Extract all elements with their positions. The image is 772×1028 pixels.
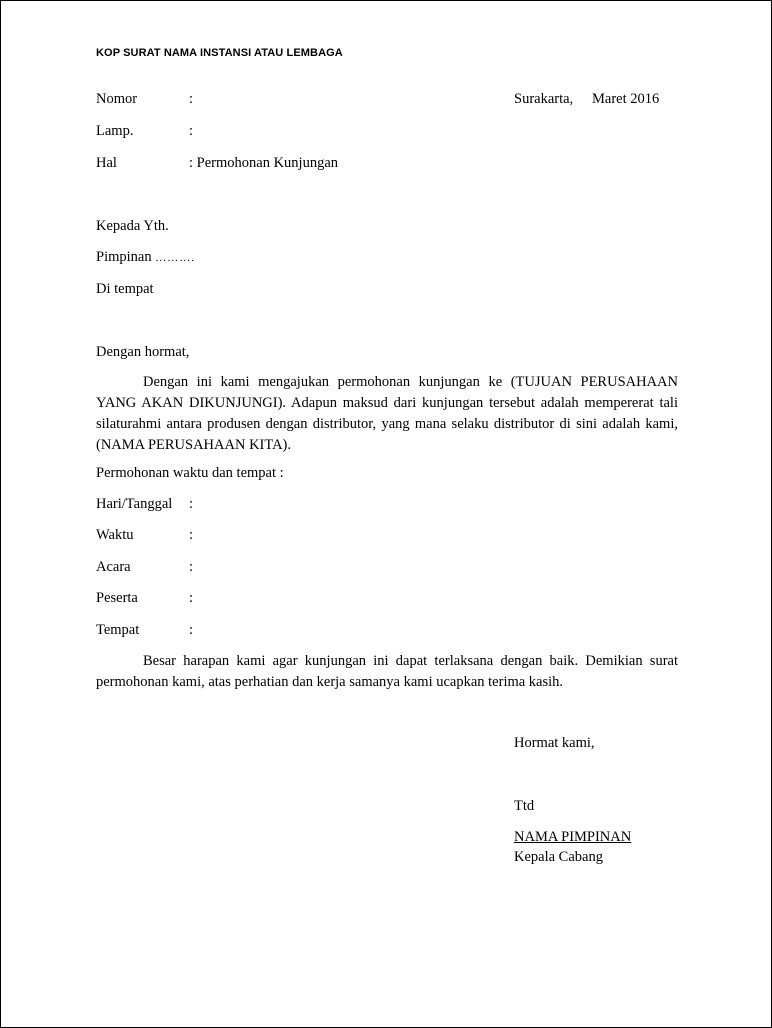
- signature-mark: Ttd: [514, 798, 535, 814]
- greeting: Dengan hormat,: [96, 344, 190, 360]
- schedule-colon: :: [189, 622, 194, 638]
- recipient-line2: [96, 248, 195, 268]
- recipient-dots: ……….: [155, 252, 195, 264]
- paragraph-intro: Dengan ini kami mengajukan permohonan kunjungan ke (TUJUAN PERUSAHAAN YANG AKAN DIKUNJUNGI). Adapun maksud dari kunjungan tersebut adalah mempererat tali silaturahmi antara produsen dengan distributor, yang mana selaku distributor di sini adalah kami,(NAMA PERUSAHAAN KITA).: [96, 374, 678, 453]
- schedule-intro: Permohonan waktu dan tempat :: [96, 465, 284, 481]
- schedule-colon: :: [189, 590, 194, 606]
- lamp-colon: :: [189, 123, 194, 139]
- lamp-label: Lamp.: [96, 123, 134, 139]
- schedule-colon: :: [189, 559, 194, 575]
- letter-place: Surakarta,: [514, 91, 574, 107]
- nomor-colon: :: [189, 91, 194, 107]
- recipient-line3: Di tempat: [96, 281, 154, 297]
- schedule-label-time: Waktu: [96, 527, 134, 543]
- hal-label: Hal: [96, 155, 117, 171]
- nomor-label: Nomor: [96, 91, 138, 107]
- schedule-label-participants: Peserta: [96, 590, 138, 606]
- letterhead: KOP SURAT NAMA INSTANSI ATAU LEMBAGA: [96, 47, 343, 59]
- closing-salutation: Hormat kami,: [514, 735, 595, 751]
- schedule-label-event: Acara: [96, 559, 131, 575]
- schedule-colon: :: [189, 496, 194, 512]
- schedule-label-place: Tempat: [96, 622, 140, 638]
- recipient-line1: Kepada Yth.: [96, 218, 169, 234]
- signatory-title: Kepala Cabang: [514, 849, 603, 865]
- signatory-name: NAMA PIMPINAN: [514, 829, 632, 845]
- hal-value: : Permohonan Kunjungan: [189, 155, 339, 171]
- schedule-label-date: Hari/Tanggal: [96, 496, 173, 512]
- recipient-title: Pimpinan: [96, 249, 152, 265]
- paragraph-closing: Besar harapan kami agar kunjungan ini dapat terlaksana dengan baik. Demikian surat permohonan kami, atas perhatian dan kerja samanya kami ucapkan terima kasih.: [96, 653, 678, 690]
- letter-date: Maret 2016: [592, 91, 660, 107]
- schedule-colon: :: [189, 527, 194, 543]
